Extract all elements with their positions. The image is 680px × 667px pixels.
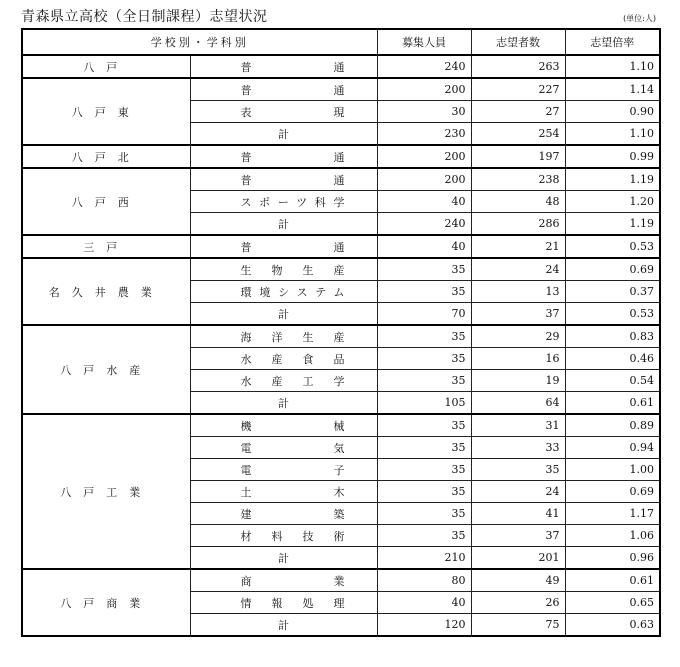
ratio-cell: 1.17 (565, 503, 660, 525)
table-row (22, 235, 660, 258)
ratio-cell: 0.63 (565, 614, 660, 637)
course-name: 土木 (190, 481, 377, 503)
capacity-cell: 240 (377, 55, 471, 78)
table-row (22, 168, 660, 191)
applicants-cell: 49 (471, 569, 565, 592)
ratio-cell: 0.99 (565, 145, 660, 168)
course-name: 普通 (190, 168, 377, 191)
course-name: 海洋生産 (190, 325, 377, 348)
applicants-cell: 29 (471, 325, 565, 348)
applicants-cell: 21 (471, 235, 565, 258)
applicants-cell: 24 (471, 258, 565, 281)
capacity-cell: 200 (377, 78, 471, 101)
applicants-cell: 201 (471, 547, 565, 570)
applicants-cell: 24 (471, 481, 565, 503)
applicants-cell: 16 (471, 348, 565, 370)
ratio-cell: 1.10 (565, 55, 660, 78)
course-name: 普通 (190, 78, 377, 101)
applicants-cell: 263 (471, 55, 565, 78)
ratio-cell: 0.94 (565, 437, 660, 459)
ratio-cell: 0.53 (565, 235, 660, 258)
total-label: 計 (190, 213, 377, 236)
ratio-cell: 0.65 (565, 592, 660, 614)
total-label: 計 (190, 392, 377, 415)
applicants-cell: 197 (471, 145, 565, 168)
application-status-table (21, 28, 661, 637)
school-name: 名久井農業 (22, 258, 190, 325)
table-row (22, 258, 660, 281)
header-ratio: 志望倍率 (565, 29, 660, 55)
course-name: 普通 (190, 145, 377, 168)
course-name: 水産食品 (190, 348, 377, 370)
unit-note: (単位:人) (623, 14, 656, 23)
ratio-cell: 0.61 (565, 569, 660, 592)
capacity-cell: 35 (377, 459, 471, 481)
table-body (22, 55, 660, 636)
capacity-cell: 35 (377, 503, 471, 525)
capacity-cell: 105 (377, 392, 471, 415)
applicants-cell: 35 (471, 459, 565, 481)
school-name: 八戸工業 (22, 414, 190, 569)
course-name: 電気 (190, 437, 377, 459)
ratio-cell: 1.10 (565, 123, 660, 146)
capacity-cell: 35 (377, 325, 471, 348)
course-name: 生物生産 (190, 258, 377, 281)
applicants-cell: 31 (471, 414, 565, 437)
school-name: 八戸水産 (22, 325, 190, 414)
school-name: 三戸 (22, 235, 190, 258)
ratio-cell: 0.61 (565, 392, 660, 415)
capacity-cell: 240 (377, 213, 471, 236)
applicants-cell: 26 (471, 592, 565, 614)
ratio-cell: 0.69 (565, 481, 660, 503)
page-title: 青森県立高校（全日制課程）志望状況 (21, 9, 268, 25)
header-capacity: 募集人員 (377, 29, 471, 55)
total-label: 計 (190, 614, 377, 637)
applicants-cell: 41 (471, 503, 565, 525)
course-name: 機械 (190, 414, 377, 437)
applicants-cell: 238 (471, 168, 565, 191)
capacity-cell: 200 (377, 168, 471, 191)
table-row (22, 55, 660, 78)
ratio-cell: 0.54 (565, 370, 660, 392)
ratio-cell: 1.19 (565, 168, 660, 191)
header-school-course: 学校別・学科別 (22, 29, 377, 55)
header-applicants: 志望者数 (471, 29, 565, 55)
capacity-cell: 35 (377, 370, 471, 392)
table-row (22, 325, 660, 348)
total-label: 計 (190, 303, 377, 326)
capacity-cell: 35 (377, 437, 471, 459)
applicants-cell: 37 (471, 303, 565, 326)
course-name: 表現 (190, 101, 377, 123)
applicants-cell: 254 (471, 123, 565, 146)
course-name: 普通 (190, 55, 377, 78)
ratio-cell: 0.83 (565, 325, 660, 348)
capacity-cell: 230 (377, 123, 471, 146)
capacity-cell: 80 (377, 569, 471, 592)
capacity-cell: 30 (377, 101, 471, 123)
course-name: 電子 (190, 459, 377, 481)
applicants-cell: 37 (471, 525, 565, 547)
capacity-cell: 35 (377, 281, 471, 303)
school-name: 八戸西 (22, 168, 190, 235)
ratio-cell: 0.96 (565, 547, 660, 570)
school-name: 八戸東 (22, 78, 190, 145)
course-name: 情報処理 (190, 592, 377, 614)
table-row (22, 78, 660, 101)
ratio-cell: 1.14 (565, 78, 660, 101)
capacity-cell: 120 (377, 614, 471, 637)
capacity-cell: 210 (377, 547, 471, 570)
course-name: スポーツ科学 (190, 191, 377, 213)
school-name: 八戸 (22, 55, 190, 78)
table-row (22, 145, 660, 168)
applicants-cell: 286 (471, 213, 565, 236)
capacity-cell: 35 (377, 481, 471, 503)
ratio-cell: 1.20 (565, 191, 660, 213)
ratio-cell: 0.90 (565, 101, 660, 123)
applicants-cell: 33 (471, 437, 565, 459)
capacity-cell: 200 (377, 145, 471, 168)
course-name: 建築 (190, 503, 377, 525)
applicants-cell: 48 (471, 191, 565, 213)
table-header (22, 29, 660, 55)
school-name: 八戸北 (22, 145, 190, 168)
total-label: 計 (190, 123, 377, 146)
capacity-cell: 35 (377, 414, 471, 437)
course-name: 商業 (190, 569, 377, 592)
course-name: 水産工学 (190, 370, 377, 392)
applicants-cell: 13 (471, 281, 565, 303)
applicants-cell: 75 (471, 614, 565, 637)
ratio-cell: 0.37 (565, 281, 660, 303)
table-row (22, 569, 660, 592)
table-row (22, 414, 660, 437)
capacity-cell: 35 (377, 525, 471, 547)
ratio-cell: 1.19 (565, 213, 660, 236)
total-label: 計 (190, 547, 377, 570)
applicants-cell: 227 (471, 78, 565, 101)
capacity-cell: 40 (377, 191, 471, 213)
capacity-cell: 40 (377, 235, 471, 258)
capacity-cell: 70 (377, 303, 471, 326)
course-name: 普通 (190, 235, 377, 258)
applicants-cell: 19 (471, 370, 565, 392)
applicants-cell: 64 (471, 392, 565, 415)
capacity-cell: 35 (377, 258, 471, 281)
applicants-cell: 27 (471, 101, 565, 123)
ratio-cell: 1.06 (565, 525, 660, 547)
capacity-cell: 35 (377, 348, 471, 370)
ratio-cell: 0.53 (565, 303, 660, 326)
ratio-cell: 1.00 (565, 459, 660, 481)
ratio-cell: 0.46 (565, 348, 660, 370)
ratio-cell: 0.69 (565, 258, 660, 281)
school-name: 八戸商業 (22, 569, 190, 636)
capacity-cell: 40 (377, 592, 471, 614)
course-name: 環境システム (190, 281, 377, 303)
course-name: 材料技術 (190, 525, 377, 547)
ratio-cell: 0.89 (565, 414, 660, 437)
